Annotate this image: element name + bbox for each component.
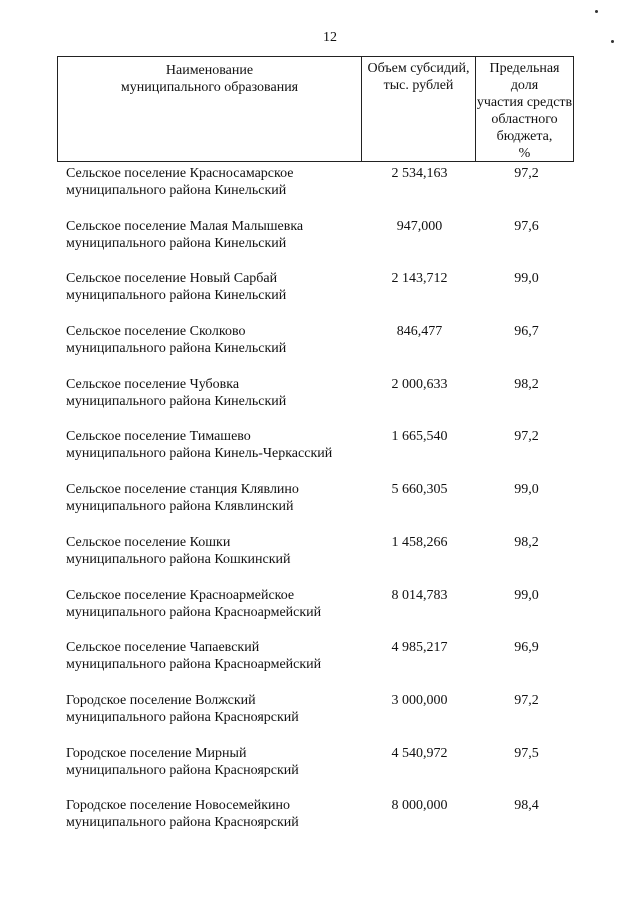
table-row [0,534,640,587]
budget-share: 97,2 [514,692,539,708]
municipality-district-line: муниципального района Кинельский [66,393,287,409]
table-header [57,56,574,162]
table-row [0,376,640,429]
municipality-district-line: муниципального района Красноярский [66,709,299,725]
municipality-district-line: муниципального района Кинель-Черкасский [66,446,333,462]
table-row [0,745,640,798]
municipality-district-line: муниципального района Красноярский [66,762,299,778]
table-row [0,639,640,692]
municipality-name [66,323,366,357]
municipality-name-line: Городское поселение Мирный [66,745,247,761]
municipality-name-line: Сельское поселение Малая Малышевка [66,218,304,234]
subsidy-volume: 4 540,972 [391,745,448,761]
header-share-line: Предельная [489,61,560,76]
municipality-name [66,639,366,673]
municipality-name [66,745,366,779]
header-volume-cell [362,57,476,161]
municipality-name-line: Городское поселение Волжский [66,692,256,708]
budget-share: 96,9 [514,640,539,656]
municipality-name-line: Сельское поселение Чапаевский [66,640,260,656]
municipality-district-line: муниципального района Кинельский [66,341,287,357]
municipality-name [66,270,366,304]
table-row [0,218,640,271]
municipality-district-line: муниципального района Красноармейский [66,657,322,673]
table-row [0,481,640,534]
table-row [0,270,640,323]
municipality-district-line: муниципального района Кинельский [66,235,287,251]
municipality-name-line: Городское поселение Новосемейкино [66,798,291,814]
subsidy-volume: 947,000 [396,218,443,234]
header-share-line: участия средств [476,95,573,110]
municipality-name [66,692,366,726]
municipality-name-line: Сельское поселение станция Клявлино [66,482,299,498]
scan-speck [611,40,614,43]
municipality-name-line: Сельское поселение Сколково [66,324,246,340]
budget-share: 97,2 [514,429,539,445]
subsidy-volume: 2 534,163 [391,166,448,181]
municipality-name [66,428,366,462]
budget-share: 98,2 [514,376,539,392]
table-row [0,587,640,640]
subsidy-volume: 5 660,305 [391,482,448,498]
municipality-district-line: муниципального района Кинельский [66,183,287,198]
header-share-line: областного [491,112,558,127]
header-name-cell [58,57,362,161]
municipality-name [66,218,366,252]
budget-share: 99,0 [514,482,539,498]
subsidy-volume: 4 985,217 [391,640,448,656]
table-row [0,692,640,745]
header-share-line: % [518,146,531,161]
subsidy-volume: 8 014,783 [391,587,448,603]
budget-share: 97,6 [514,218,539,234]
municipality-name [66,165,366,199]
table-row [0,165,640,218]
municipality-district-line: муниципального района Красноармейский [66,604,322,620]
subsidy-volume: 2 000,633 [391,376,448,392]
municipality-name [66,376,366,410]
subsidy-volume: 2 143,712 [391,271,448,287]
table-row [0,797,640,850]
header-share-line: бюджета, [496,129,553,144]
budget-share: 97,5 [514,745,539,761]
header-share-cell [476,57,573,161]
page-number: 12 [323,30,337,45]
header-volume-line: тыс. рублей [383,78,454,93]
budget-share: 98,2 [514,534,539,550]
budget-share: 99,0 [514,271,539,287]
budget-share: 99,0 [514,587,539,603]
municipality-district-line: муниципального района Кошкинский [66,551,291,567]
table-body [0,165,640,850]
header-share-line: доля [510,78,539,93]
municipality-name-line: Сельское поселение Красносамарское [66,166,294,181]
header-volume-line: Объем субсидий, [367,61,470,76]
header-name-line: муниципального образования [120,80,299,95]
municipality-district-line: муниципального района Клявлинский [66,499,294,515]
municipality-name-line: Сельское поселение Новый Сарбай [66,271,278,287]
budget-share: 98,4 [514,798,539,814]
municipality-name-line: Сельское поселение Красноармейское [66,587,295,603]
municipality-district-line: муниципального района Кинельский [66,288,287,304]
table-row [0,323,640,376]
municipality-name [66,481,366,515]
municipality-name [66,587,366,621]
subsidy-volume: 8 000,000 [391,798,448,814]
municipality-name [66,797,366,831]
municipality-district-line: муниципального района Красноярский [66,815,299,831]
subsidy-volume: 846,477 [396,324,443,340]
scan-speck [595,10,598,13]
municipality-name-line: Сельское поселение Чубовка [66,376,240,392]
subsidy-volume: 3 000,000 [391,692,448,708]
table-row [0,428,640,481]
municipality-name-line: Сельское поселение Тимашево [66,429,251,445]
subsidy-volume: 1 665,540 [391,429,448,445]
subsidy-volume: 1 458,266 [391,534,448,550]
budget-share: 97,2 [514,166,539,181]
municipality-name [66,534,366,568]
municipality-name-line: Сельское поселение Кошки [66,534,231,550]
budget-share: 96,7 [514,324,539,340]
header-name-line: Наименование [165,63,254,78]
